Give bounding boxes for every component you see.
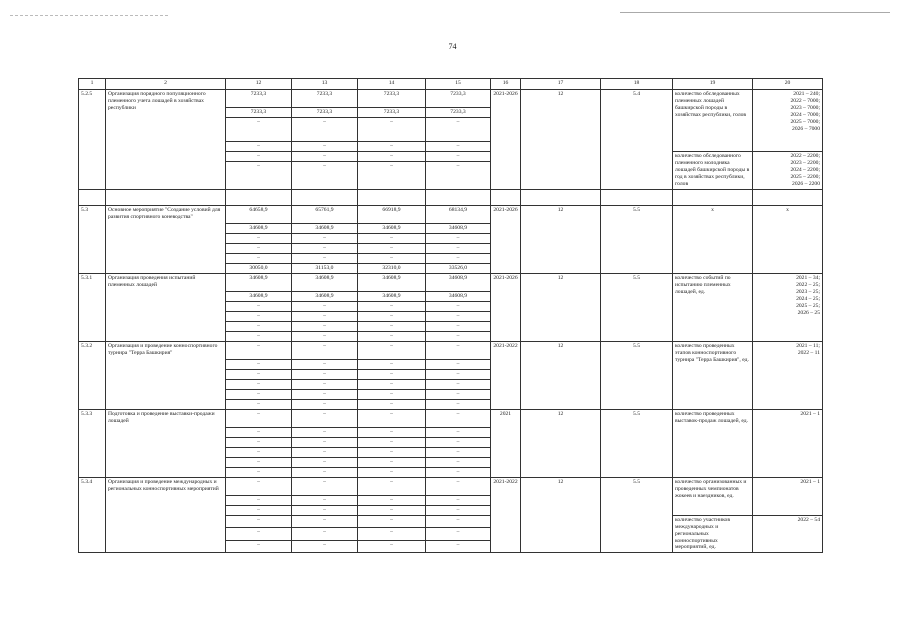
cell-dash: – — [426, 311, 491, 321]
header-cell: 20 — [753, 79, 823, 90]
cell-dash: – — [292, 359, 358, 369]
cell-value: 33526,0 — [426, 263, 491, 273]
cell-dash: – — [358, 495, 426, 505]
cell-target: 2021 – 1 — [753, 409, 823, 477]
cell-value: 66918,9 — [358, 205, 426, 223]
cell-value: 34608,9 — [426, 291, 491, 301]
cell-dash: – — [358, 379, 426, 389]
cell-col18: 5.5 — [601, 341, 673, 409]
cell-dash: – — [292, 467, 358, 477]
cell-dash: – — [426, 379, 491, 389]
cell-dash: – — [226, 495, 292, 505]
cell-col17: 12 — [521, 273, 601, 341]
cell-period: 2021-2022 — [491, 477, 521, 553]
cell-value: 34608,9 — [292, 273, 358, 291]
row-title: Подготовка и проведение выставки-продажи лошадей — [106, 409, 226, 477]
cell-dash: – — [426, 505, 491, 515]
cell-dash: – — [358, 457, 426, 467]
table-row — [79, 477, 823, 495]
cell-dash: – — [358, 301, 426, 311]
cell-dash: – — [226, 457, 292, 467]
cell-value: 7233,3 — [358, 108, 426, 118]
cell-dash: – — [426, 437, 491, 447]
cell-indicator: х — [673, 205, 753, 273]
cell-indicator: количество событий по испытанию племенных лошадей, ед. — [673, 273, 753, 341]
table-row — [79, 205, 823, 223]
cell-indicator: количество обследованного племенного молодняка лошадей башкирской породы в год в хозяйствах республики, голов — [673, 151, 753, 189]
cell-dash: – — [226, 233, 292, 243]
cell-col17: 12 — [521, 409, 601, 477]
cell-dash: – — [358, 477, 426, 495]
scan-artifact-right — [620, 12, 890, 13]
row-number: 5.3.2 — [79, 341, 106, 409]
table-row — [79, 409, 823, 427]
cell-dash: – — [292, 389, 358, 399]
cell-dash: – — [358, 369, 426, 379]
cell-dash: – — [292, 409, 358, 427]
cell-value: 34608,9 — [426, 223, 491, 233]
cell-target: 2021 – 240; 2022 – 7000; 2023 – 7000; 2024 – 7000; 2025 – 7000; 2026 – 7000 — [753, 90, 823, 152]
cell-dash: – — [426, 495, 491, 505]
cell-dash: – — [292, 379, 358, 389]
cell-dash: – — [226, 477, 292, 495]
cell-col17: 12 — [521, 341, 601, 409]
row-title: Основное мероприятие "Создание условий для развития спортивного коневодства" — [106, 205, 226, 273]
cell-dash: – — [226, 359, 292, 369]
cell-col18: 5.5 — [601, 409, 673, 477]
cell-value: 34608,9 — [226, 223, 292, 233]
cell-dash: – — [358, 399, 426, 409]
cell-dash: – — [426, 528, 491, 541]
cell-dash: – — [226, 427, 292, 437]
cell-dash: – — [426, 427, 491, 437]
row-number: 5.3.1 — [79, 273, 106, 341]
cell-dash: – — [358, 505, 426, 515]
cell-dash: – — [226, 141, 292, 151]
cell-dash: – — [358, 341, 426, 359]
cell-dash: – — [426, 243, 491, 253]
spacer-row — [79, 189, 823, 205]
program-table — [78, 78, 823, 553]
cell-value: 34608,9 — [292, 291, 358, 301]
header-cell: 15 — [426, 79, 491, 90]
cell-indicator: количество обследованных племенных лошадей башкирской породы в хозяйствах республики, голов — [673, 90, 753, 152]
cell-dash: – — [292, 495, 358, 505]
cell-col18: 5.5 — [601, 273, 673, 341]
cell-dash: – — [358, 331, 426, 341]
header-cell: 12 — [226, 79, 292, 90]
scan-artifact-left — [10, 15, 168, 16]
header-cell: 14 — [358, 79, 426, 90]
cell-dash: – — [358, 359, 426, 369]
cell-dash: – — [226, 399, 292, 409]
cell-dash: – — [358, 321, 426, 331]
cell-period: 2021-2026 — [491, 205, 521, 273]
cell-dash: – — [358, 389, 426, 399]
cell-dash: – — [292, 243, 358, 253]
cell-dash: – — [426, 253, 491, 263]
header-cell: 16 — [491, 79, 521, 90]
cell-dash: – — [292, 437, 358, 447]
cell-value: 34608,9 — [226, 273, 292, 291]
cell-dash: – — [292, 301, 358, 311]
cell-col17: 12 — [521, 90, 601, 190]
cell-dash: – — [292, 141, 358, 151]
cell-dash: – — [292, 253, 358, 263]
cell-dash: – — [358, 233, 426, 243]
cell-dash: – — [226, 447, 292, 457]
cell-dash: – — [292, 233, 358, 243]
cell-dash: – — [292, 117, 358, 141]
cell-dash: – — [226, 301, 292, 311]
cell-value: 34608,9 — [426, 273, 491, 291]
cell-value: 7233,3 — [426, 90, 491, 108]
cell-dash: – — [426, 341, 491, 359]
cell-dash: – — [226, 243, 292, 253]
cell-dash: – — [292, 321, 358, 331]
cell-dash: – — [292, 457, 358, 467]
cell-dash: – — [292, 447, 358, 457]
cell-dash: – — [292, 399, 358, 409]
row-title: Организация и проведение конноспортивного турнира "Терра Башкирия" — [106, 341, 226, 409]
cell-dash: – — [358, 540, 426, 553]
cell-dash: – — [292, 427, 358, 437]
cell-dash: – — [358, 447, 426, 457]
cell-dash: – — [226, 379, 292, 389]
cell-col18: 5.5 — [601, 205, 673, 273]
cell-dash: – — [426, 389, 491, 399]
cell-dash: – — [226, 369, 292, 379]
cell-value: 65761,9 — [292, 205, 358, 223]
cell-target: х — [753, 205, 823, 273]
cell-dash: – — [226, 467, 292, 477]
cell-dash: – — [426, 151, 491, 162]
cell-value: 7233,3 — [358, 90, 426, 108]
header-cell: 17 — [521, 79, 601, 90]
cell-dash: – — [358, 409, 426, 427]
cell-dash: – — [292, 162, 358, 189]
cell-dash: – — [426, 301, 491, 311]
cell-dash: – — [226, 409, 292, 427]
cell-dash: – — [426, 409, 491, 427]
row-title: Организация проведения испытаний племенных лошадей — [106, 273, 226, 341]
cell-indicator: количество участников международных и региональных конноспортивных мероприятий, ед. — [673, 515, 753, 553]
cell-dash: – — [426, 540, 491, 553]
cell-dash: – — [226, 389, 292, 399]
cell-value: 32310,0 — [358, 263, 426, 273]
cell-dash: – — [426, 515, 491, 528]
header-cell: 1 — [79, 79, 106, 90]
cell-dash: – — [292, 331, 358, 341]
cell-dash: – — [292, 341, 358, 359]
cell-value: 31153,0 — [292, 263, 358, 273]
cell-indicator: количество проведенных выставок-продаж лошадей, ед. — [673, 409, 753, 477]
cell-dash: – — [426, 359, 491, 369]
cell-dash: – — [292, 540, 358, 553]
header-cell: 18 — [601, 79, 673, 90]
cell-indicator: количество проведенных этапов конноспортивного турнира "Терра Башкирия", ед. — [673, 341, 753, 409]
cell-dash: – — [226, 515, 292, 528]
cell-dash: – — [226, 331, 292, 341]
cell-dash: – — [226, 321, 292, 331]
row-title: Организация порядного популяционного племенного учета лошадей в хозяйствах республики — [106, 90, 226, 190]
cell-dash: – — [358, 151, 426, 162]
cell-value: 64658,9 — [226, 205, 292, 223]
cell-target: 2021 – 11; 2022 – 11 — [753, 341, 823, 409]
cell-dash: – — [226, 117, 292, 141]
cell-dash: – — [226, 528, 292, 541]
cell-dash: – — [226, 437, 292, 447]
cell-dash: – — [292, 151, 358, 162]
cell-dash: – — [426, 141, 491, 151]
cell-dash: – — [426, 477, 491, 495]
cell-value: 34608,9 — [358, 223, 426, 233]
row-number: 5.3 — [79, 205, 106, 273]
cell-dash: – — [358, 141, 426, 151]
cell-target: 2021 – 34; 2022 – 25; 2023 – 25; 2024 – 25; 2025 – 25; 2026 – 25 — [753, 273, 823, 341]
cell-dash: – — [226, 162, 292, 189]
cell-dash: – — [292, 369, 358, 379]
header-cell: 2 — [106, 79, 226, 90]
cell-indicator: количество организованных и проведенных чемпионатов жокеев и наездников, ед. — [673, 477, 753, 515]
cell-dash: – — [226, 540, 292, 553]
cell-value: 34608,9 — [226, 291, 292, 301]
cell-dash: – — [226, 341, 292, 359]
cell-dash: – — [292, 528, 358, 541]
cell-period: 2021 — [491, 409, 521, 477]
cell-dash: – — [426, 321, 491, 331]
row-title: Организация и проведение международных и региональных конноспортивных мероприятий — [106, 477, 226, 553]
cell-dash: – — [426, 162, 491, 189]
cell-dash: – — [426, 467, 491, 477]
cell-col18: 5.4 — [601, 90, 673, 190]
cell-dash: – — [226, 311, 292, 321]
cell-dash: – — [426, 399, 491, 409]
table-row — [79, 341, 823, 359]
cell-value: 7233,3 — [226, 90, 292, 108]
cell-value: 34608,9 — [358, 273, 426, 291]
cell-period: 2021-2022 — [491, 341, 521, 409]
cell-value: 7233,3 — [292, 108, 358, 118]
cell-col17: 12 — [521, 205, 601, 273]
table-row — [79, 90, 823, 108]
cell-dash: – — [426, 331, 491, 341]
cell-dash: – — [426, 369, 491, 379]
cell-value: 30050,0 — [226, 263, 292, 273]
cell-target: 2022 – 54 — [753, 515, 823, 553]
cell-dash: – — [358, 243, 426, 253]
header-cell: 19 — [673, 79, 753, 90]
cell-dash: – — [226, 253, 292, 263]
cell-dash: – — [358, 253, 426, 263]
cell-dash: – — [358, 437, 426, 447]
cell-dash: – — [358, 528, 426, 541]
cell-period: 2021-2026 — [491, 273, 521, 341]
cell-col18: 5.5 — [601, 477, 673, 553]
cell-dash: – — [226, 505, 292, 515]
cell-dash: – — [426, 457, 491, 467]
cell-dash: – — [426, 233, 491, 243]
cell-value: 7233,3 — [426, 108, 491, 118]
cell-dash: – — [292, 311, 358, 321]
cell-dash: – — [358, 162, 426, 189]
cell-dash: – — [358, 427, 426, 437]
cell-value: 34608,9 — [358, 291, 426, 301]
cell-dash: – — [426, 117, 491, 141]
cell-dash: – — [292, 515, 358, 528]
row-number: 5.3.3 — [79, 409, 106, 477]
cell-dash: – — [292, 477, 358, 495]
cell-dash: – — [358, 467, 426, 477]
table-row — [79, 273, 823, 291]
cell-dash: – — [358, 515, 426, 528]
cell-dash: – — [226, 151, 292, 162]
cell-target: 2021 – 1 — [753, 477, 823, 515]
cell-col17: 12 — [521, 477, 601, 553]
page-number: 74 — [448, 42, 457, 51]
cell-dash: – — [358, 311, 426, 321]
cell-value: 7233,3 — [226, 108, 292, 118]
row-number: 5.2.5 — [79, 90, 106, 190]
header-cell: 13 — [292, 79, 358, 90]
cell-period: 2021-2026 — [491, 90, 521, 190]
cell-target: 2022 – 2200; 2023 – 2200; 2024 – 2200; 2025 – 2200; 2026 – 2200 — [753, 151, 823, 189]
header-row — [79, 79, 823, 90]
cell-dash: – — [358, 117, 426, 141]
cell-value: 7233,3 — [292, 90, 358, 108]
row-number: 5.3.4 — [79, 477, 106, 553]
cell-dash: – — [292, 505, 358, 515]
cell-dash: – — [426, 447, 491, 457]
cell-value: 34608,9 — [292, 223, 358, 233]
cell-value: 68134,9 — [426, 205, 491, 223]
